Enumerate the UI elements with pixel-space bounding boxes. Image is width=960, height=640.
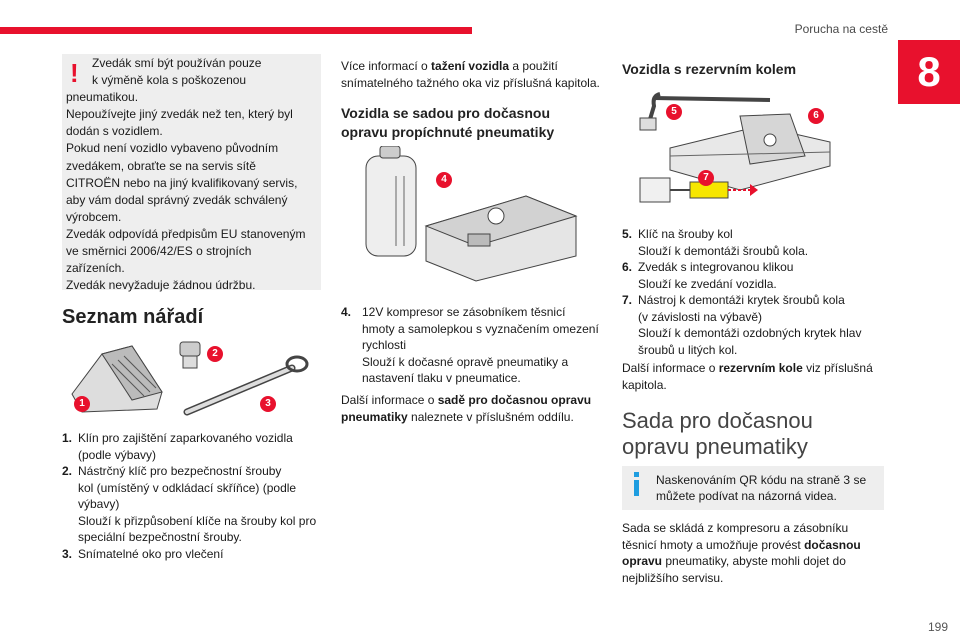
warning-box bbox=[62, 54, 321, 293]
spare-wheel-more bbox=[622, 360, 884, 393]
list-item bbox=[62, 430, 324, 463]
jack-drawing bbox=[630, 86, 880, 214]
warning-line: pneumatikou. bbox=[66, 90, 139, 105]
warning-line: Zvedák nevyžaduje žádnou údržbu. bbox=[66, 278, 256, 293]
more-text: Další informace o bbox=[622, 361, 719, 375]
spare-wheel-list bbox=[622, 226, 884, 358]
header-red-bar bbox=[0, 27, 472, 34]
compressor-drawing bbox=[356, 146, 596, 284]
item-line: (v závislosti na výbavě) bbox=[638, 309, 763, 324]
list-item bbox=[341, 304, 609, 387]
item-line: kol (umístěný v odkládací skříňce) (podle bbox=[78, 480, 297, 495]
compressor-description bbox=[341, 304, 609, 387]
heading-line: opravu propíchnuté pneumatiky bbox=[341, 124, 555, 140]
repair-kit-body bbox=[622, 520, 884, 586]
warning-line: k výměně kola s poškozenou bbox=[92, 73, 247, 88]
warning-line: Zvedák smí být používán pouze bbox=[92, 56, 262, 70]
heading-line: opravu pneumatiky bbox=[622, 434, 808, 459]
body-text: těsnicí hmoty a umožňuje provést bbox=[622, 537, 805, 552]
warning-line: aby vám dodal správný zvedák schválený bbox=[66, 192, 288, 207]
item-line: Slouží ke zvedání vozidla. bbox=[638, 276, 777, 291]
warning-line: ve směrnici 2006/42/ES o strojních bbox=[66, 244, 252, 259]
repair-kit-big-heading bbox=[622, 408, 884, 460]
item-line: Klín pro zajištění zaparkovaného vozidla bbox=[78, 431, 293, 445]
towing-intro bbox=[341, 58, 609, 91]
more-text: naleznete v příslušném oddílu. bbox=[407, 409, 574, 424]
item-number: 6. bbox=[622, 260, 633, 274]
chapter-tab: 8 bbox=[898, 40, 960, 104]
spare-wheel-heading: Vozidla s rezervním kolem bbox=[622, 61, 797, 77]
warning-line: Zvedák odpovídá předpisům EU stanoveným bbox=[66, 226, 306, 241]
warning-line: Pokud není vozidlo vybaveno původním bbox=[66, 141, 279, 156]
warning-text bbox=[66, 55, 314, 294]
item-line: rychlosti bbox=[362, 338, 407, 352]
item-line: hmoty a samolepkou s vyznačením omezení bbox=[362, 321, 599, 336]
item-number: 2. bbox=[62, 464, 73, 478]
intro-text: a použití bbox=[509, 59, 558, 73]
info-icon bbox=[634, 472, 639, 496]
heading-line: Vozidla se sadou pro dočasnou bbox=[341, 105, 550, 121]
info-line: můžete podívat na názorná videa. bbox=[656, 489, 837, 503]
info-text bbox=[656, 472, 878, 504]
item-line: Nástroj k demontáži krytek šroubů kola bbox=[638, 293, 845, 307]
body-bold: opravu bbox=[622, 554, 663, 568]
item-line: Zvedák s integrovanou klikou bbox=[638, 260, 794, 274]
tools-list bbox=[62, 430, 324, 562]
page-number: 199 bbox=[927, 620, 948, 634]
item-number: 7. bbox=[622, 293, 633, 307]
warning-line: CITROËN nebo na jiný kvalifikovaný servis, bbox=[66, 175, 298, 190]
list-item bbox=[62, 546, 324, 563]
more-text: Další informace o bbox=[341, 393, 438, 407]
callout-6: 6 bbox=[808, 108, 824, 124]
body-bold: dočasnou bbox=[804, 537, 861, 552]
warning-line: výrobcem. bbox=[66, 209, 122, 224]
warning-line: Nepoužívejte jiný zvedák než ten, který byl bbox=[66, 107, 293, 122]
item-line: Slouží k dočasné opravě pneumatiky a bbox=[362, 354, 569, 369]
item-line: Slouží k demontáži šroubů kola. bbox=[638, 243, 809, 258]
item-number: 3. bbox=[62, 546, 73, 561]
tools-list-heading: Seznam nářadí bbox=[62, 306, 204, 328]
warning-line: zařízeních. bbox=[66, 261, 125, 276]
repair-kit-more bbox=[341, 392, 609, 425]
callout-3: 3 bbox=[260, 396, 276, 412]
item-number: 5. bbox=[622, 227, 633, 241]
item-line: Nástrčný klíč pro bezpečnostní šrouby bbox=[78, 464, 282, 478]
heading-line: Sada pro dočasnou bbox=[622, 408, 813, 433]
item-line: 12V kompresor se zásobníkem těsnicí bbox=[362, 305, 566, 319]
more-bold: rezervním kole bbox=[718, 361, 803, 375]
body-text: pneumatiky, abyste mohli dojet do bbox=[662, 554, 846, 568]
warning-line: zvedákem, obraťte se na servis sítě bbox=[66, 158, 256, 173]
intro-text: Více informací o bbox=[341, 59, 432, 73]
callout-1: 1 bbox=[74, 396, 90, 412]
intro-bold: tažení vozidla bbox=[431, 59, 510, 73]
compressor-illustration bbox=[356, 146, 596, 284]
item-line: Slouží k přizpůsobení klíče na šrouby kol pro bbox=[78, 513, 317, 528]
section-title: Porucha na cestě bbox=[794, 22, 888, 36]
spare-wheel-illustration bbox=[630, 86, 880, 214]
tools-illustration bbox=[62, 334, 322, 422]
item-line: Klíč na šrouby kol bbox=[638, 227, 733, 241]
callout-5: 5 bbox=[666, 104, 682, 120]
item-number: 4. bbox=[341, 305, 352, 319]
tools-drawing bbox=[62, 334, 322, 422]
item-line: šroubů u litých kol. bbox=[638, 342, 738, 357]
info-box bbox=[622, 466, 884, 510]
list-item bbox=[622, 259, 884, 292]
item-line: Slouží k demontáži ozdobných krytek hlav bbox=[638, 326, 862, 340]
body-line: Sada se skládá z kompresoru a zásobníku bbox=[622, 521, 849, 535]
item-number: 1. bbox=[62, 431, 73, 445]
callout-4: 4 bbox=[436, 172, 452, 188]
callout-2: 2 bbox=[207, 346, 223, 362]
list-item bbox=[622, 226, 884, 259]
warning-exclamation-icon: ! bbox=[70, 58, 79, 88]
more-text: kapitola. bbox=[622, 377, 667, 392]
item-line: (podle výbavy) bbox=[78, 447, 157, 462]
item-line: speciální bezpečnostní šrouby. bbox=[78, 530, 242, 544]
intro-text: snímatelného tažného oka viz příslušná kapitola. bbox=[341, 75, 600, 90]
more-text: viz příslušná bbox=[802, 361, 873, 375]
list-item bbox=[62, 463, 324, 546]
warning-line: dodán s vozidlem. bbox=[66, 124, 163, 139]
more-bold: sadě pro dočasnou opravu bbox=[437, 393, 592, 407]
info-line: Naskenováním QR kódu na straně 3 se bbox=[656, 473, 867, 487]
item-line: nastavení tlaku v pneumatice. bbox=[362, 371, 521, 385]
repair-kit-heading bbox=[341, 104, 609, 142]
list-item bbox=[622, 292, 884, 358]
item-line: výbavy) bbox=[78, 497, 120, 511]
item-line: Snímatelné oko pro vlečení bbox=[78, 546, 224, 561]
body-line: nejbližšího servisu. bbox=[622, 570, 724, 585]
more-bold: pneumatiky bbox=[341, 409, 408, 424]
callout-7: 7 bbox=[698, 170, 714, 186]
